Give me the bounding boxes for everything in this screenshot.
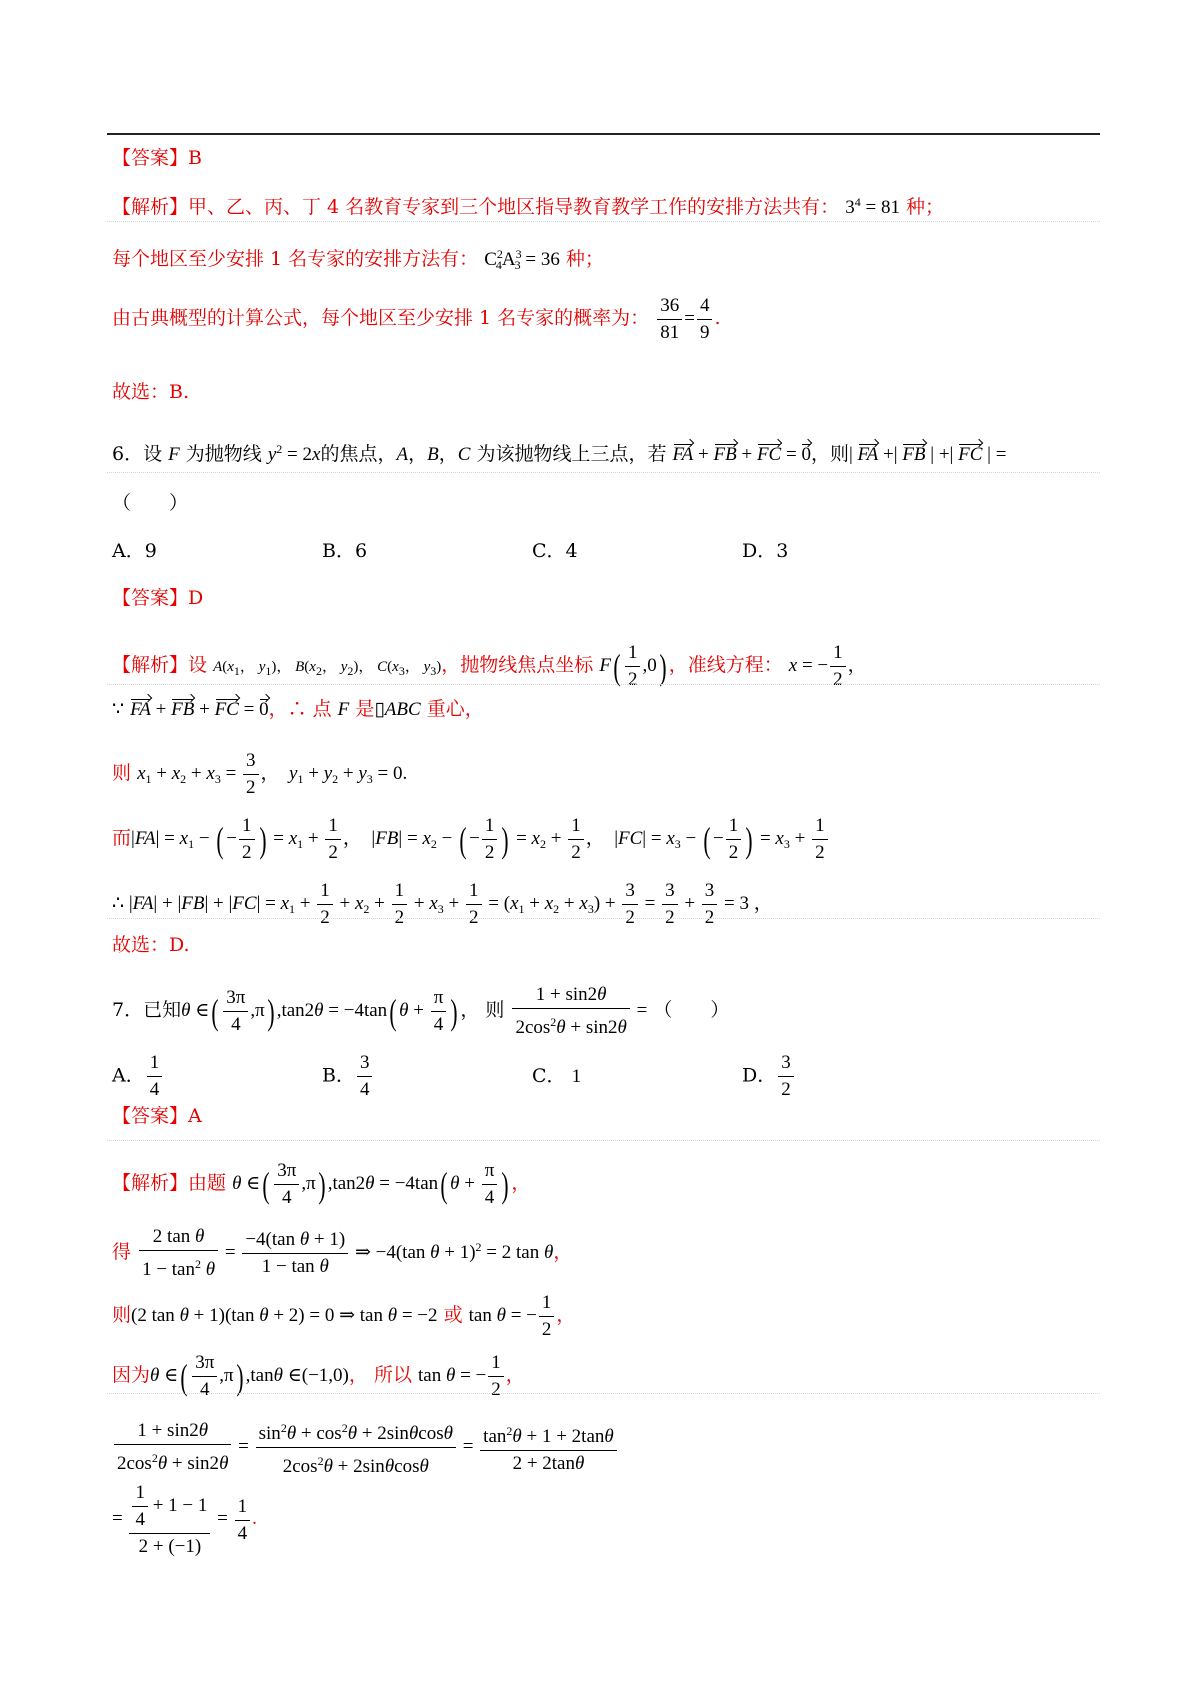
q7-options: A． $\frac{1}{4}$ B． $\frac{3}{4}$ C． 1 D． $\frac{3}{2}$ xyxy=(112,1050,952,1103)
q6-analysis-line4: 而$|FA| = x_1$ − ( − $\frac{1}{2}$ ) = $x_1$ + $\frac{1}{2}$ ， $|FB| = x_2$ − ( − $\frac{1}{2}$ ) = $x_2$ + $\frac{1}{2}$ ， $|FC| = x_3$ − ( − $\frac{1}{2}$ ) = $x_3$ + $\frac{1}{2}$ xyxy=(112,813,830,866)
q6-conclusion: 故选：D. xyxy=(112,934,190,956)
q5-formula1: $3^4 = 81$ xyxy=(845,195,900,218)
q7-option-a: A． xyxy=(112,1064,145,1087)
q6-stem: 6．设 F 为抛物线 $y^2 = 2x$的焦点，A，B，C 为该抛物线上三点，若 FA + FB + FC = 0，则| FA +| FB | +| FC | = xyxy=(112,442,1007,465)
q7-answer: 【答案】A xyxy=(112,1105,202,1127)
q6-options xyxy=(112,539,952,563)
q7-analysis-line1: 【解析】由题 θ ∈( $\frac{3\pi}{4}$ ,π) ,tan2θ = −4tan( θ + $\frac{\pi}{4}$ ) ， xyxy=(112,1160,531,1208)
q5-analysis-end1: 种； xyxy=(906,196,945,218)
q5-analysis-line1 xyxy=(112,190,944,220)
divider xyxy=(107,1140,1100,1141)
q7-analysis-label: 【解析】 xyxy=(112,1171,189,1194)
q5-analysis-text1: 甲、乙、丙、丁 4 名教育专家到三个地区指导教育教学工作的安排方法共有： xyxy=(188,196,840,218)
q6-option-a: A．9 xyxy=(112,540,157,562)
q5-answer: 【答案】B xyxy=(112,147,202,169)
q5-formula2: $C^2_4A^3_3 = 36$ xyxy=(484,247,560,272)
q6-analysis-line3: 则 $x_1 + x_2 + x_3$ = $\frac{3}{2}$ ， $y_1 + y_2 + y_3 = 0$. xyxy=(112,750,408,798)
q7-stem: 7．已知θ ∈( $\frac{3\pi}{4}$ ,π) ,tan2θ = −4tan( θ + $\frac{\pi}{4}$ ) ， 则 $\frac{1 + \sin 2\theta}{2\cos^2\theta + \sin 2\theta}$ = （ ） xyxy=(112,984,730,1038)
q5-analysis-label: 【解析】 xyxy=(112,196,189,218)
divider xyxy=(107,1393,1100,1394)
q7-analysis-line6: = $\frac{1}{4}$ + 1 − 1 2 + (−1) = $\frac{1}{4}$ . xyxy=(112,1482,257,1557)
q6-blank: （ ） xyxy=(112,492,189,514)
q7-analysis-line3: 则(2 tan θ + 1)(tan θ + 2) = 0 ⇒ tan θ = −2 或 tan θ = − $\frac{1}{2}$ ， xyxy=(112,1292,576,1340)
q6-analysis-label: 【解析】 xyxy=(112,653,189,676)
q6-answer: 【答案】D xyxy=(112,587,204,609)
q7-analysis-line4: 因为θ ∈( $\frac{3\pi}{4}$ ,π) ,tanθ ∈(−1,0)， 所以 tan θ = − $\frac{1}{2}$ ， xyxy=(112,1352,525,1400)
q6-option-d: D．3 xyxy=(742,540,789,562)
divider xyxy=(107,472,1100,473)
q5-analysis-text2: 每个地区至少安排 1 名专家的安排方法有： xyxy=(112,248,479,270)
q5-conclusion: 故选：B. xyxy=(112,381,190,403)
q5-analysis-line3: 由古典概型的计算公式，每个地区至少安排 1 名专家的概率为： $\frac{36}{81}$ = $\frac{4}{9}$ . xyxy=(112,295,721,343)
q5-analysis-end2: 种； xyxy=(565,248,604,270)
q6-option-c: C．4 xyxy=(532,540,578,562)
q6-option-b: B．6 xyxy=(322,540,368,562)
q5-analysis-line2 xyxy=(112,242,604,277)
q6-analysis-line5: ∴ $|FA| + |FB| + |FC| = x_1$ + $\frac{1}{2}$ + $x_2$ + $\frac{1}{2}$ + $x_3$ + $\frac{1}{2}$ = $(x_1 + x_2 + x_3)$ + $\frac{3}{2}$ = $\frac{3}{2}$ + $\frac{3}{2}$ = 3 ， xyxy=(112,880,773,928)
q7-analysis-line5: $\frac{1 + \sin 2\theta}{2\cos^2\theta + \sin 2\theta}$ = $\frac{\sin^2\theta + \cos^2\theta + 2\sin\theta\cos\theta}{2\cos^2\theta + 2\sin\theta\cos\theta}$ = $\frac{\tan^2\theta + 1 + 2\tan\theta}{2 + 2\tan\theta}$ xyxy=(112,1415,619,1480)
q6-analysis-line1: 【解析】设 $A(x_1$， $y_1$)， $B(x_2$， $y_2$)， $C(x_3$， $y_3$)，抛物线焦点坐标 F( $\frac{1}{2}$ ,0) ，准线方程： x = − $\frac{1}{2}$ ， xyxy=(112,642,867,690)
q5-analysis-text3: 由古典概型的计算公式，每个地区至少安排 1 名专家的概率为： xyxy=(112,306,650,329)
divider xyxy=(107,221,1100,222)
header-rule xyxy=(107,133,1100,135)
q7-option-d: D． xyxy=(742,1064,777,1087)
divider xyxy=(107,684,1100,685)
divider xyxy=(107,918,1100,919)
q6-analysis-line2: ∵ FA + FB + FC = 0，∴ 点 F 是▯ABC 重心， xyxy=(112,698,484,720)
q5-probability: $\frac{36}{81}$ = $\frac{4}{9}$ xyxy=(655,308,714,329)
q7-option-c: C． xyxy=(532,1064,566,1087)
q7-option-b: B． xyxy=(322,1064,355,1087)
q7-analysis-line2: 得 $\frac{\text{2 tan θ}}{1 - \tan^2 \theta}$ = $\frac{\text{−4(tan θ + 1)}}{\text{1 − tan θ}}$ ⇒ −4(tan θ + 1)$^2$ = 2 tan θ， xyxy=(112,1226,573,1280)
